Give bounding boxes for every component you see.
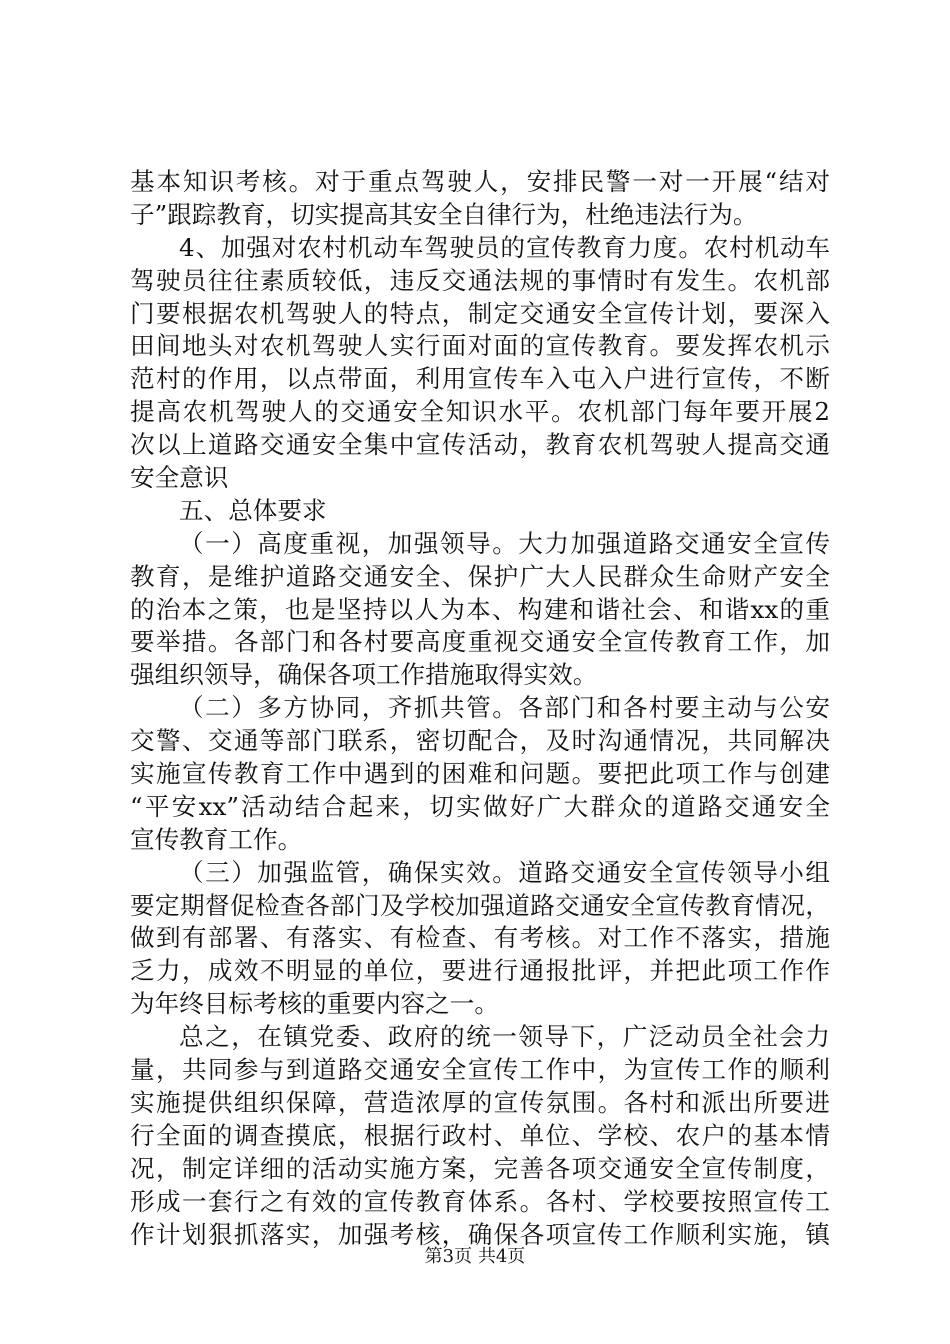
text-line: 为年终目标考核的重要内容之一。 <box>130 989 499 1019</box>
text-line: 要举措。各部门和各村要高度重视交通安全宣传教育工作，加 <box>130 627 830 657</box>
text-line: 作计划狠抓落实，加强考核，确保各项宣传工作顺利实施，镇 <box>130 1219 830 1249</box>
text-line: 行全面的调查摸底，根据行政村、单位、学校、农户的基本情 <box>130 1120 830 1150</box>
text-line: 子”跟踪教育，切实提高其安全自律行为，杜绝违法行为。 <box>130 199 758 229</box>
text-line: 次以上道路交通安全集中宣传活动，教育农机驾驶人提高交通 <box>130 430 830 460</box>
text-line: 的治本之策，也是坚持以人为本、构建和谐社会、和谐xx的重 <box>130 594 830 624</box>
text-line: （三）加强监管，确保实效。道路交通安全宣传领导小组 <box>179 857 830 887</box>
section-heading: 五、总体要求 <box>179 495 327 525</box>
text-line: 门要根据农机驾驶人的特点，制定交通安全宣传计划，要深入 <box>130 298 830 328</box>
text-line: （一）高度重视，加强领导。大力加强道路交通安全宣传 <box>179 528 830 558</box>
text-line: 总之，在镇党委、政府的统一领导下，广泛动员全社会力 <box>179 1022 830 1052</box>
text-line: 做到有部署、有落实、有检查、有考核。对工作不落实，措施 <box>130 923 830 953</box>
text-line: 乏力，成效不明显的单位，要进行通报批评，并把此项工作作 <box>130 956 830 986</box>
text-line: 教育，是维护道路交通安全、保护广大人民群众生命财产安全 <box>130 561 830 591</box>
text-line: 交警、交通等部门联系，密切配合，及时沟通情况，共同解决 <box>130 726 830 756</box>
text-line: 强组织领导，确保各项工作措施取得实效。 <box>130 660 598 690</box>
text-line: 形成一套行之有效的宣传教育体系。各村、学校要按照宣传工 <box>130 1186 830 1216</box>
text-line: 实施宣传教育工作中遇到的困难和问题。要把此项工作与创建 <box>130 759 830 789</box>
text-line: （二）多方协同，齐抓共管。各部门和各村要主动与公安 <box>179 693 830 723</box>
text-line: 况，制定详细的活动实施方案，完善各项交通安全宣传制度， <box>130 1153 830 1183</box>
text-line: 范村的作用，以点带面，利用宣传车入屯入户进行宣传，不断 <box>130 364 830 394</box>
text-line: 要定期督促检查各部门及学校加强道路交通安全宣传教育情况， <box>130 890 830 920</box>
document-body <box>130 166 830 1251</box>
text-line: “平安xx”活动结合起来，切实做好广大群众的道路交通安全 <box>130 791 830 821</box>
text-line: 实施提供组织保障，营造浓厚的宣传氛围。各村和派出所要进 <box>130 1087 830 1117</box>
text-line: 基本知识考核。对于重点驾驶人，安排民警一对一开展“结对 <box>130 167 830 196</box>
text-line: 宣传教育工作。 <box>130 824 303 854</box>
text-line: 量，共同参与到道路交通安全宣传工作中，为宣传工作的顺利 <box>130 1055 830 1085</box>
text-line: 驾驶员往往素质较低，违反交通法规的事情时有发生。农机部 <box>130 265 830 295</box>
page-number-footer: 第3页 共4页 <box>424 1246 526 1267</box>
text-line: 安全意识 <box>130 463 229 493</box>
text-line: 田间地头对农机驾驶人实行面对面的宣传教育。要发挥农机示 <box>130 331 830 361</box>
text-line: 4、加强对农村机动车驾驶员的宣传教育力度。农村机动车 <box>179 232 830 262</box>
text-line: 提高农机驾驶人的交通安全知识水平。农机部门每年要开展2 <box>130 397 830 427</box>
